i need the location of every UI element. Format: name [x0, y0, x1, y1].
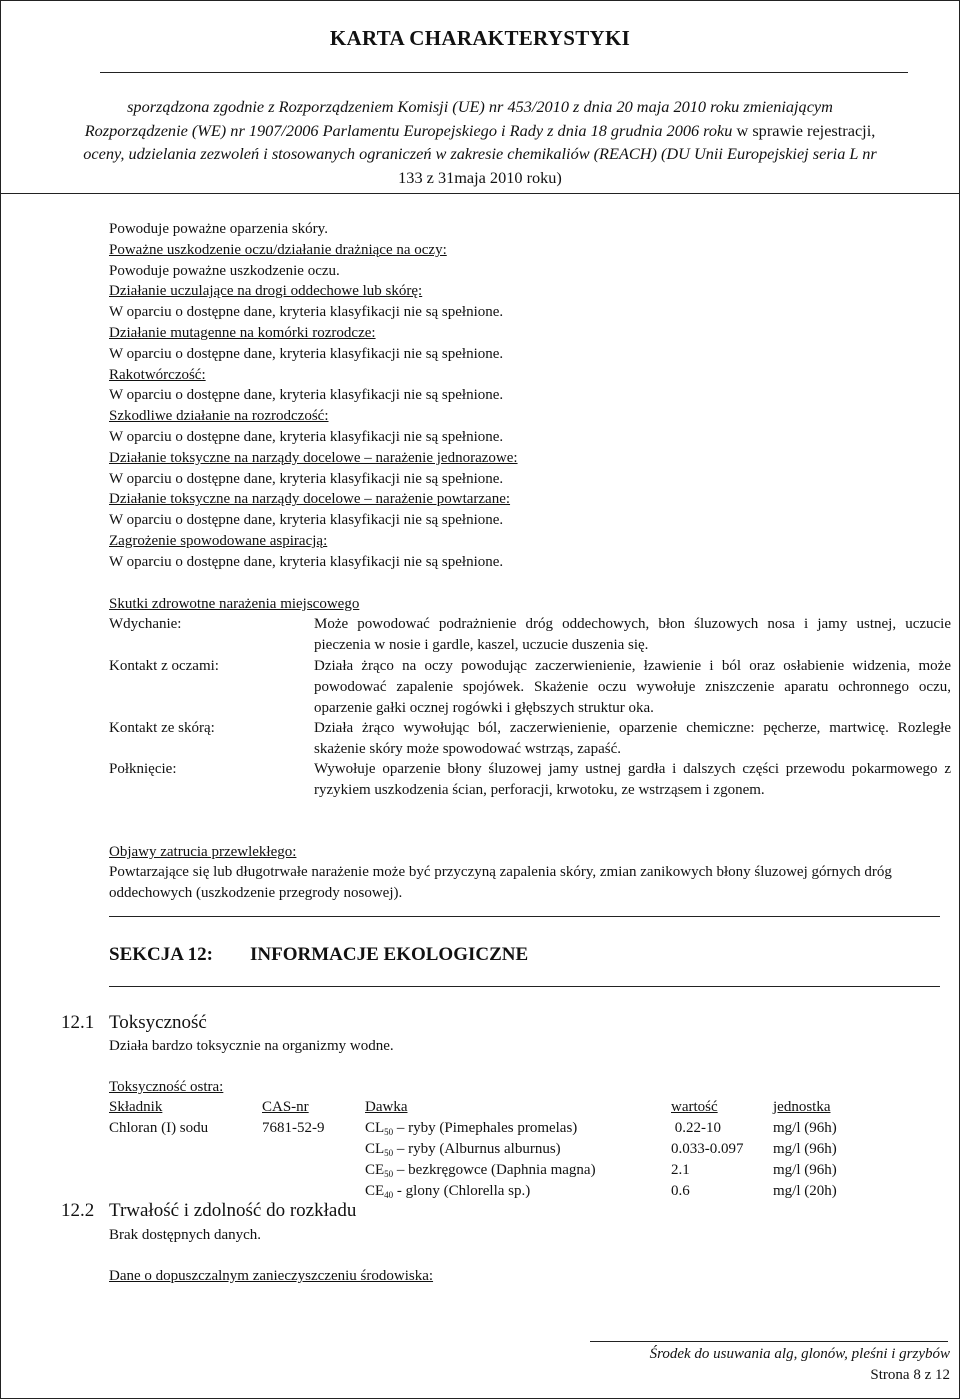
hazard-statement: W oparciu o dostępne dane, kryteria klasyfikacji nie są spełnione.: [109, 304, 504, 321]
section-rule-top: [109, 916, 940, 917]
effect-label: Kontakt ze skórą:: [109, 720, 215, 736]
cell-unit: mg/l (96h): [773, 1162, 837, 1178]
subsection-12-1-number: 12.1: [61, 1012, 95, 1033]
chronic-heading: Objawy zatrucia przewlekłego:: [109, 844, 297, 860]
col-header-dose: Dawka: [365, 1099, 408, 1115]
col-header-value: wartość: [671, 1099, 718, 1115]
effect-label: Połknięcie:: [109, 761, 177, 777]
subsection-12-2-title: Trwałość i zdolność do rozkładu: [109, 1200, 357, 1221]
cell-value: 0.22-10: [671, 1120, 721, 1136]
section-title: INFORMACJE EKOLOGICZNE: [250, 944, 529, 965]
effect-text: Działa żrąco wywołując ból, zaczerwienienie, oparzenie chemiczne: pęcherze, martwicę. Rozległe skażenie skóry może spowodować wstrząs, zapaść.: [314, 720, 951, 757]
chronic-text: Powtarzające się lub długotrwałe narażenie może być przyczyną zapalenia skóry, zmian zanikowych błony śluzowej górnych dróg oddechowych (uszkodzenie przegrody nosowej).: [109, 864, 892, 901]
header-box-bottom: [0, 193, 960, 194]
hazard-heading: Działanie uczulające na drogi oddechowe lub skórę:: [109, 283, 423, 300]
hazard-statement: W oparciu o dostępne dane, kryteria klasyfikacji nie są spełnione.: [109, 345, 504, 362]
effect-row-skin: [109, 718, 951, 760]
hazard-statement: W oparciu o dostępne dane, kryteria klasyfikacji nie są spełnione.: [109, 470, 504, 487]
footer-rule: [590, 1341, 948, 1342]
cell-unit: mg/l (96h): [773, 1120, 837, 1136]
hazard-heading: Szkodliwe działanie na rozrodczość:: [109, 408, 329, 425]
hazard-statement: W oparciu o dostępne dane, kryteria klasyfikacji nie są spełnione.: [109, 428, 504, 445]
subsection-12-1-title: Toksyczność: [109, 1012, 207, 1033]
cell-dose: $CE_{50}$ – bezkręgowce (Daphnia magna): [365, 1162, 596, 1179]
effect-label: Wdychanie:: [109, 616, 182, 632]
cell-component: Chloran (I) sodu: [109, 1120, 209, 1136]
hazard-statement: W oparciu o dostępne dane, kryteria klasyfikacji nie są spełnione.: [109, 553, 504, 570]
subtitle-line-1: sporządzona zgodnie z Rozporządzeniem Komisji (UE) nr 453/2010 z dnia 20 maja 2010 roku zmieniającym: [127, 97, 833, 116]
effect-row-inhalation: [109, 614, 951, 656]
section-number: SEKCJA 12:: [109, 944, 213, 965]
effect-label: Kontakt z oczami:: [109, 658, 219, 674]
effect-text: Działa żrąco na oczy powodując zaczerwienienie, łzawienie i ból oraz osłabienie widzenia, może powodować zapalenie spojówek. Skażenie oczu wywołuje zniszczenie aparatu ochronnego oczu, oparzenie gałki ocznej rogówki i głębszych struktur oka.: [314, 658, 951, 716]
hazard-statement: W oparciu o dostępne dane, kryteria klasyfikacji nie są spełnione.: [109, 387, 504, 404]
cell-unit: mg/l (96h): [773, 1141, 837, 1157]
effect-row-ingestion: [109, 759, 951, 821]
hazard-heading: Poważne uszkodzenie oczu/działanie drażniące na oczy:: [109, 241, 447, 258]
hazard-heading: Działanie toksyczne na narządy docelowe – narażenie powtarzane:: [109, 491, 511, 508]
cell-dose: $CE_{40}$ - glony (Chlorella sp.): [365, 1183, 531, 1200]
cell-dose: $CL_{50}$ – ryby (Pimephales promelas): [365, 1120, 578, 1137]
subtitle-line-4: 133 z 31maja 2010 roku): [398, 167, 562, 187]
col-header-unit: jednostka: [773, 1099, 831, 1115]
footer-product-name: Środek do usuwania alg, glonów, pleśni i grzybów: [649, 1346, 950, 1362]
local-effects-heading: Skutki zdrowotne narażenia miejscowego: [109, 596, 360, 612]
hazard-list: [109, 219, 518, 573]
subtitle-line-3: oceny, udzielania zezwoleń i stosowanych ograniczeń w zakresie chemikaliów (REACH) (DU Unii Europejskiej seria L nr: [83, 144, 877, 163]
header-rule: [100, 72, 908, 73]
toxicity-summary: Działa bardzo toksycznie na organizmy wodne.: [109, 1038, 394, 1054]
hazard-statement: Powoduje poważne uszkodzenie oczu.: [109, 262, 340, 279]
cell-dose: $CL_{50}$ – ryby (Alburnus alburnus): [365, 1141, 561, 1158]
cell-value: 2.1: [671, 1162, 690, 1178]
footer-page-number: Strona 8 z 12: [870, 1367, 950, 1383]
cell-value: 0.033-0.097: [671, 1141, 744, 1157]
cell-value: 0.6: [671, 1183, 690, 1199]
env-limits-heading: Dane o dopuszczalnym zanieczyszczeniu środowiska:: [109, 1268, 434, 1284]
hazard-heading: Zagrożenie spowodowane aspiracją:: [109, 532, 328, 549]
cell-cas: 7681-52-9: [262, 1120, 325, 1136]
document-title: KARTA CHARAKTERYSTYKI: [329, 26, 631, 50]
hazard-statement: Powoduje poważne oparzenia skóry.: [109, 221, 328, 237]
hazard-heading: Rakotwórczość:: [109, 366, 206, 383]
hazard-heading: Działanie toksyczne na narządy docelowe – narażenie jednorazowe:: [109, 449, 518, 466]
cell-unit: mg/l (20h): [773, 1183, 837, 1199]
effect-text: Może powodować podrażnienie dróg oddechowych, błon śluzowych nosa i jamy ustnej, uczucie pieczenia w nosie i gardle, kaszel, uczucie duszenia się.: [314, 616, 951, 653]
regulation-subtitle: [0, 95, 960, 189]
effect-row-eyes: [109, 656, 951, 718]
degradability-text: Brak dostępnych danych.: [109, 1227, 262, 1243]
col-header-component: Składnik: [109, 1099, 163, 1115]
section-rule-bottom: [109, 986, 940, 987]
hazard-heading: Działanie mutagenne na komórki rozrodcze:: [109, 324, 376, 341]
acute-toxicity-heading: Toksyczność ostra:: [109, 1079, 224, 1095]
col-header-cas: CAS-nr: [262, 1099, 309, 1115]
subtitle-line-2: Rozporządzenie (WE) nr 1907/2006 Parlamentu Europejskiego i Rady z dnia 18 grudnia 2006 roku w sprawie rejestracji,: [84, 120, 876, 140]
hazard-statement: W oparciu o dostępne dane, kryteria klasyfikacji nie są spełnione.: [109, 512, 504, 529]
effect-text: Wywołuje oparzenie błony śluzowej jamy ustnej gardła i dalszych części przewodu pokarmowego z ryzykiem uszkodzenia ścian, perforacji, krwotoku, ze wstrząsem i zgonem.: [314, 761, 951, 798]
subsection-12-2-number: 12.2: [61, 1200, 95, 1221]
